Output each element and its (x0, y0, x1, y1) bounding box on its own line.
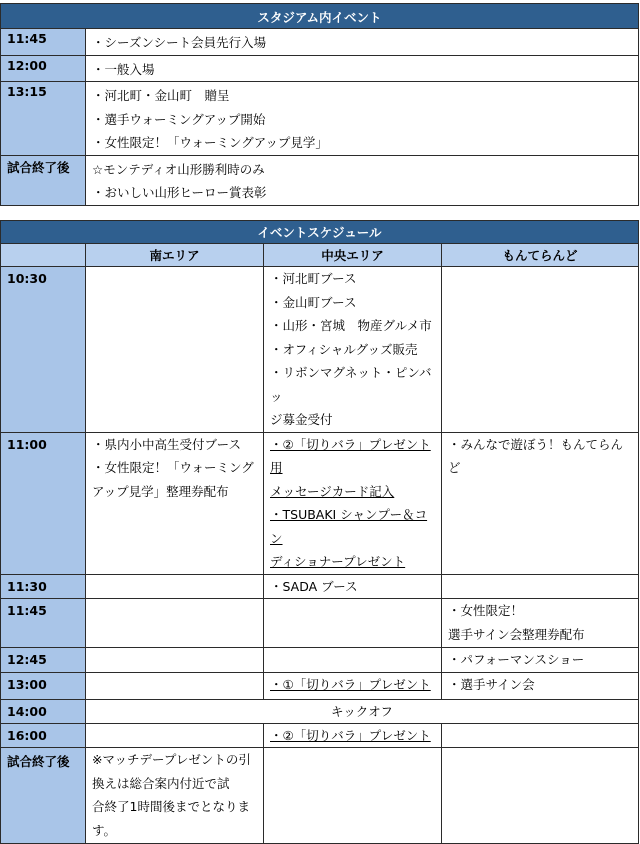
south-cell (86, 599, 264, 648)
center-cell (264, 672, 442, 699)
time-cell: 16:00 (1, 723, 86, 748)
table-row (1, 672, 639, 699)
time-cell: 11:45 (1, 29, 86, 56)
table-row (1, 432, 639, 574)
column-header-center: 中央エリア (264, 244, 442, 267)
monte-cell (442, 748, 639, 844)
kickoff-cell: キックオフ (86, 699, 639, 723)
monte-cell (442, 574, 639, 599)
event-line: ・女性限定！「ウォーミング (92, 460, 254, 475)
south-cell (86, 574, 264, 599)
event-line: ・選手ウォーミングアップ開始 (92, 111, 266, 127)
center-cell (264, 574, 442, 599)
event-line: ・シーズンシート会員先行入場 (92, 35, 267, 50)
time-cell: 10:30 (1, 267, 86, 433)
event-line: ・金山町ブース (270, 294, 357, 310)
event-line: ・リボンマグネット・ピンバッ (270, 365, 432, 404)
center-cell (264, 267, 442, 433)
center-cell (264, 748, 442, 844)
event-line: す。 (92, 822, 117, 838)
table-row (1, 748, 639, 844)
center-cell (264, 599, 442, 648)
event-line: ・みんなで遊ぼう！もんてらん (448, 436, 624, 452)
event-schedule-title: イベントスケジュール (1, 221, 639, 244)
table-row (1, 55, 639, 82)
event-line: 選手サイン会整理券配布 (448, 626, 585, 642)
event-line: ・女性限定！「ウォーミングアップ見学」 (92, 135, 328, 150)
event-line: ☆モンテディオ山形勝利時のみ (92, 161, 265, 177)
event-line: 合終了1時間後までとなりま (92, 799, 250, 814)
time-cell: 11:30 (1, 574, 86, 599)
event-schedule-table (0, 220, 639, 844)
south-cell (86, 648, 264, 673)
table-row (1, 723, 639, 748)
column-header-south: 南エリア (86, 244, 264, 267)
event-line: ・①「切りバラ」プレゼント (270, 676, 431, 692)
table-row (1, 267, 639, 433)
time-cell: 14:00 (1, 699, 86, 723)
event-line: ・一般入場 (92, 61, 155, 77)
event-line: アップ見学」整理券配布 (92, 483, 229, 499)
time-cell: 11:00 (1, 432, 86, 574)
event-line: ・県内小中高生受付ブース (92, 436, 242, 452)
monte-cell (442, 648, 639, 673)
event-line: ・TSUBAKI シャンプー＆コン (270, 507, 428, 546)
event-cell (86, 29, 639, 56)
event-line: ・パフォーマンスショー (448, 652, 585, 667)
header-blank-cell (1, 244, 86, 267)
south-cell (86, 748, 264, 844)
table-row (1, 574, 639, 599)
event-line: ど (448, 460, 461, 475)
time-cell: 試合終了後 (1, 748, 86, 844)
monte-cell (442, 723, 639, 748)
event-line: ・河北町ブース (270, 271, 357, 286)
monte-cell (442, 432, 639, 574)
event-line: ・SADA ブース (270, 578, 358, 594)
event-line: ・女性限定！ (448, 603, 524, 618)
stadium-events-table (0, 3, 639, 206)
time-cell: 11:45 (1, 599, 86, 648)
time-cell: 13:15 (1, 82, 86, 156)
event-line: ディショナープレゼント (270, 554, 406, 569)
event-line: ・河北町・金山町 贈呈 (92, 88, 230, 103)
monte-cell (442, 267, 639, 433)
event-cell (86, 82, 639, 156)
table-row (1, 699, 639, 723)
center-cell (264, 432, 442, 574)
table-row (1, 82, 639, 156)
event-line: メッセージカード記入 (270, 483, 395, 499)
table-row (1, 599, 639, 648)
column-header-monte: もんてらんど (442, 244, 639, 267)
monte-cell (442, 599, 639, 648)
table-row (1, 155, 639, 205)
event-line: ・おいしい山形ヒーロー賞表彰 (92, 185, 267, 200)
center-cell (264, 648, 442, 673)
time-cell: 13:00 (1, 672, 86, 699)
event-cell (86, 155, 639, 205)
event-line: ・オフィシャルグッズ販売 (270, 341, 418, 357)
time-cell: 12:45 (1, 648, 86, 673)
center-cell (264, 723, 442, 748)
time-cell: 試合終了後 (1, 155, 86, 205)
event-line: ジ募金受付 (270, 412, 333, 427)
table-row (1, 648, 639, 673)
table-row (1, 29, 639, 56)
event-line: ・選手サイン会 (448, 676, 535, 692)
south-cell (86, 723, 264, 748)
stadium-events-title: スタジアム内イベント (1, 4, 639, 29)
event-line: ・山形・宮城 物産グルメ市 (270, 318, 432, 333)
south-cell (86, 432, 264, 574)
event-cell (86, 55, 639, 82)
event-line: 換えは総合案内付近で試 (92, 775, 230, 791)
monte-cell (442, 672, 639, 699)
event-line: ・②「切りバラ」プレゼント (270, 727, 431, 743)
south-cell (86, 672, 264, 699)
event-line: ・②「切りバラ」プレゼント用 (270, 436, 431, 475)
south-cell (86, 267, 264, 433)
event-line: ※マッチデープレゼントの引 (92, 752, 251, 767)
time-cell: 12:00 (1, 55, 86, 82)
